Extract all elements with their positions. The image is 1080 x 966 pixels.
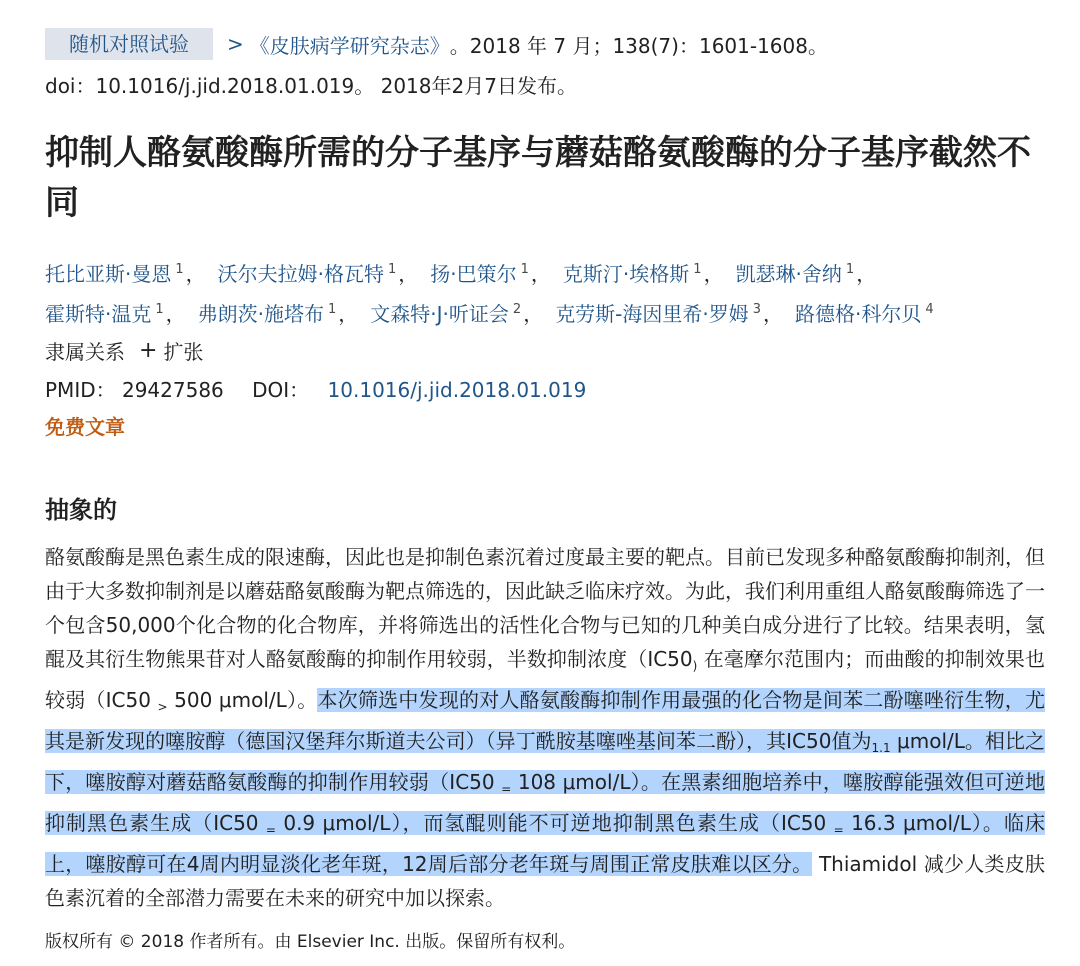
subscript: = <box>501 782 512 796</box>
abstract-segment: Thiamidol 减少人类皮肤色素沉着的全部潜力需要在未来的研究中加以探索。 <box>45 852 1045 910</box>
author-separator: ， <box>703 262 724 286</box>
affiliation-number[interactable]: 1 <box>693 262 702 277</box>
subscript: ) <box>692 659 698 673</box>
abstract-segment: μmol/L。相比之下，噻胺醇对蘑菇酪氨酸酶的抑制作用较弱（IC50 <box>45 729 1045 794</box>
author-link[interactable] <box>198 302 337 326</box>
affiliation-number[interactable]: 3 <box>752 302 762 317</box>
author-link[interactable] <box>736 262 855 286</box>
free-article-link[interactable]: 免费文章 <box>45 415 125 439</box>
subscript: 1.1 <box>871 741 891 755</box>
abstract-segment: 本次筛选中发现的对人酪氨酸酶抑制作用最强的化合物是间苯二酚噻唑衍生物，尤其是新发现的噻胺醇（德国汉堡拜尔斯道夫公司）（异丁酰胺基噻唑基间苯二酚），其IC50值为 <box>45 688 1046 753</box>
plus-icon: + <box>139 338 158 363</box>
abstract-segment: 在毫摩尔范围内；而曲酸的抑制效果也较弱（IC50 <box>45 647 1046 712</box>
identifier-line <box>45 374 586 403</box>
author-link[interactable] <box>563 262 702 286</box>
abstract-segment: 16.3 μmol/L）。临床上，噻胺醇可在4周内明显淡化老年斑，12周后部分老年斑与周围正常皮肤难以区分。 <box>45 811 1045 876</box>
author-name: 凯瑟琳·舍纳 <box>735 262 842 286</box>
author-link[interactable] <box>45 302 164 326</box>
author-separator: ， <box>530 262 551 286</box>
author-name: 路德格·科尔贝 <box>795 302 922 326</box>
author-separator: ， <box>398 262 419 286</box>
author-separator: ， <box>523 302 544 326</box>
author-name: 托比亚斯·曼恩 <box>45 262 172 286</box>
affiliation-number[interactable]: 1 <box>520 262 529 277</box>
author-name: 弗朗茨·施塔布 <box>197 302 324 326</box>
affiliation-number[interactable]: 4 <box>925 302 934 317</box>
abstract-text <box>45 540 1045 915</box>
affiliation-number[interactable]: 1 <box>155 302 164 317</box>
doi-link[interactable]: 10.1016/j.jid.2018.01.019 <box>327 378 587 402</box>
author-name: 霍斯特·温克 <box>45 302 152 326</box>
subscript: = <box>833 823 844 837</box>
author-name: 扬·巴策尔 <box>430 262 517 286</box>
abstract-segment: 酪氨酸酶是黑色素生成的限速酶，因此也是抑制色素沉着过度最主要的靶点。目前已发现多种酪氨酸酶抑制剂，但由于大多数抑制剂是以蘑菇酪氨酸酶为靶点筛选的，因此缺乏临床疗效。为此，我们利用重组人酪氨酸酶筛选了一个包含50,000个化合物的化合物库，并将筛选出的活性化合物与已知的几种美白成分进行了比较。结果表明，氢醌及其衍生物熊果苷对人酪氨酸酶的抑制作用较弱，半数抑制浓度（IC50 <box>45 545 1045 671</box>
author-separator: ， <box>338 302 359 326</box>
author-link[interactable] <box>795 302 934 326</box>
abstract-heading: 抽象的 <box>45 496 117 524</box>
abstract-segment: 500 μmol/L）。 <box>167 688 318 712</box>
author-separator: ， <box>165 302 186 326</box>
affiliation-number[interactable]: 1 <box>328 302 337 317</box>
journal-arrow-icon[interactable]: > <box>227 32 244 56</box>
author-name: 文森特·J·听证会 <box>370 302 509 326</box>
abstract-segment: 108 μmol/L）。在黑素细胞培养中，噻胺醇能强效但可逆地抑制黑色素生成（IC50 <box>45 770 1045 835</box>
affiliation-number[interactable]: 1 <box>175 262 184 277</box>
journal-link[interactable]: 《皮肤病学研究杂志》 <box>249 33 450 58</box>
abstract-segment: 0.9 μmol/L），而氢醌则能不可逆地抑制黑色素生成（IC50 <box>275 811 834 835</box>
author-list <box>45 252 1055 332</box>
pmid-value: 29427586 <box>121 378 224 402</box>
affiliation-number[interactable]: 2 <box>512 302 522 317</box>
author-link[interactable] <box>555 302 761 326</box>
citation-details: 。2018 年 7 月；138(7)：1601-1608。 <box>449 33 828 58</box>
author-name: 克劳斯-海因里希·罗姆 <box>555 302 749 326</box>
article-title: 抑制人酪氨酸酶所需的分子基序与蘑菇酪氨酸酶的分子基序截然不同 <box>45 133 1031 223</box>
copyright-notice: 版权所有 © 2018 作者所有。由 Elsevier Inc. 出版。保留所有权利。 <box>45 932 576 952</box>
affiliations-toggle[interactable] <box>45 336 203 365</box>
affiliation-number[interactable]: 1 <box>845 262 855 277</box>
author-link[interactable] <box>430 262 529 286</box>
pmid-label: PMID： <box>45 378 116 402</box>
affiliations-label: 隶属关系 <box>45 340 125 364</box>
subscript: = <box>265 823 276 837</box>
author-link[interactable] <box>218 262 397 286</box>
expand-label: 扩张 <box>163 340 204 364</box>
author-name: 沃尔夫拉姆·格瓦特 <box>217 262 384 286</box>
doi-label: DOI： <box>252 378 310 402</box>
author-link[interactable] <box>45 262 184 286</box>
citation-line <box>45 28 828 60</box>
subscript: > <box>157 700 168 714</box>
author-name: 克斯汀·埃格斯 <box>562 262 690 286</box>
author-separator: ， <box>763 302 784 326</box>
author-separator: ， <box>856 262 877 286</box>
author-link[interactable] <box>370 302 521 326</box>
author-separator: ， <box>185 262 206 286</box>
highlighted-selection <box>45 688 1045 876</box>
publication-type-badge[interactable]: 随机对照试验 <box>45 28 213 60</box>
affiliation-number[interactable]: 1 <box>388 262 397 277</box>
doi-publication-line: doi：10.1016/j.jid.2018.01.019。 2018年2月7日发布。 <box>45 74 577 98</box>
